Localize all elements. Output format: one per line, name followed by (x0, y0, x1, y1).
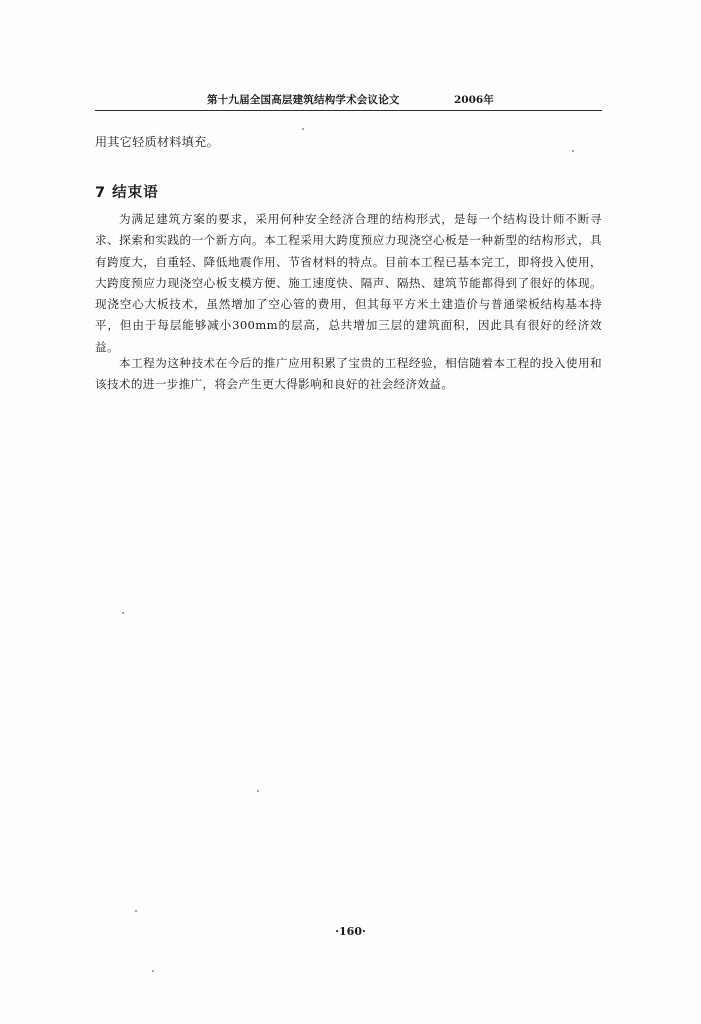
section-heading (95, 181, 165, 202)
page-number: ·160· (335, 925, 366, 938)
scan-speck (302, 128, 304, 130)
running-header (95, 92, 602, 110)
scan-speck (122, 612, 124, 614)
scan-speck (135, 910, 137, 912)
header-rule (95, 110, 602, 111)
body-paragraph: 本工程为这种技术在今后的推广应用积累了宝贵的工程经验，相信随着本工程的投入使用和该技术的进一步推广，将会产生更大得影响和良好的社会经济效益。 (95, 356, 602, 392)
scan-speck (572, 150, 574, 152)
scan-speck (152, 970, 154, 972)
header-year: 2006年 (454, 94, 494, 106)
scan-speck (257, 790, 259, 792)
section-title: 结束语 (112, 185, 159, 201)
header-title: 第十九届全国高层建筑结构学术会议论文 (207, 94, 400, 106)
section-number: 7 (95, 185, 107, 201)
continuation-text: 用其它轻质材料填充。 (95, 135, 220, 149)
body-paragraph: 为满足建筑方案的要求，采用何种安全经济合理的结构形式，是每一个结构设计师不断寻求、探索和实践的一个新方向。本工程采用大跨度预应力现浇空心板是一种新型的结构形式，具有跨度大，自重轻、降低地震作用、节省材料的特点。目前本工程已基本完工，即将投入使用，大跨度预应力现浇空心板支模方便、施工速度快、隔声、隔热、建筑节能都得到了很好的体现。现浇空心大板技术，虽然增加了空心管的费用，但其每平方米土建造价与普通梁板结构基本持平，但由于每层能够减小300mm的层高，总共增加三层的建筑面积，因此具有很好的经济效益。 (95, 212, 602, 354)
